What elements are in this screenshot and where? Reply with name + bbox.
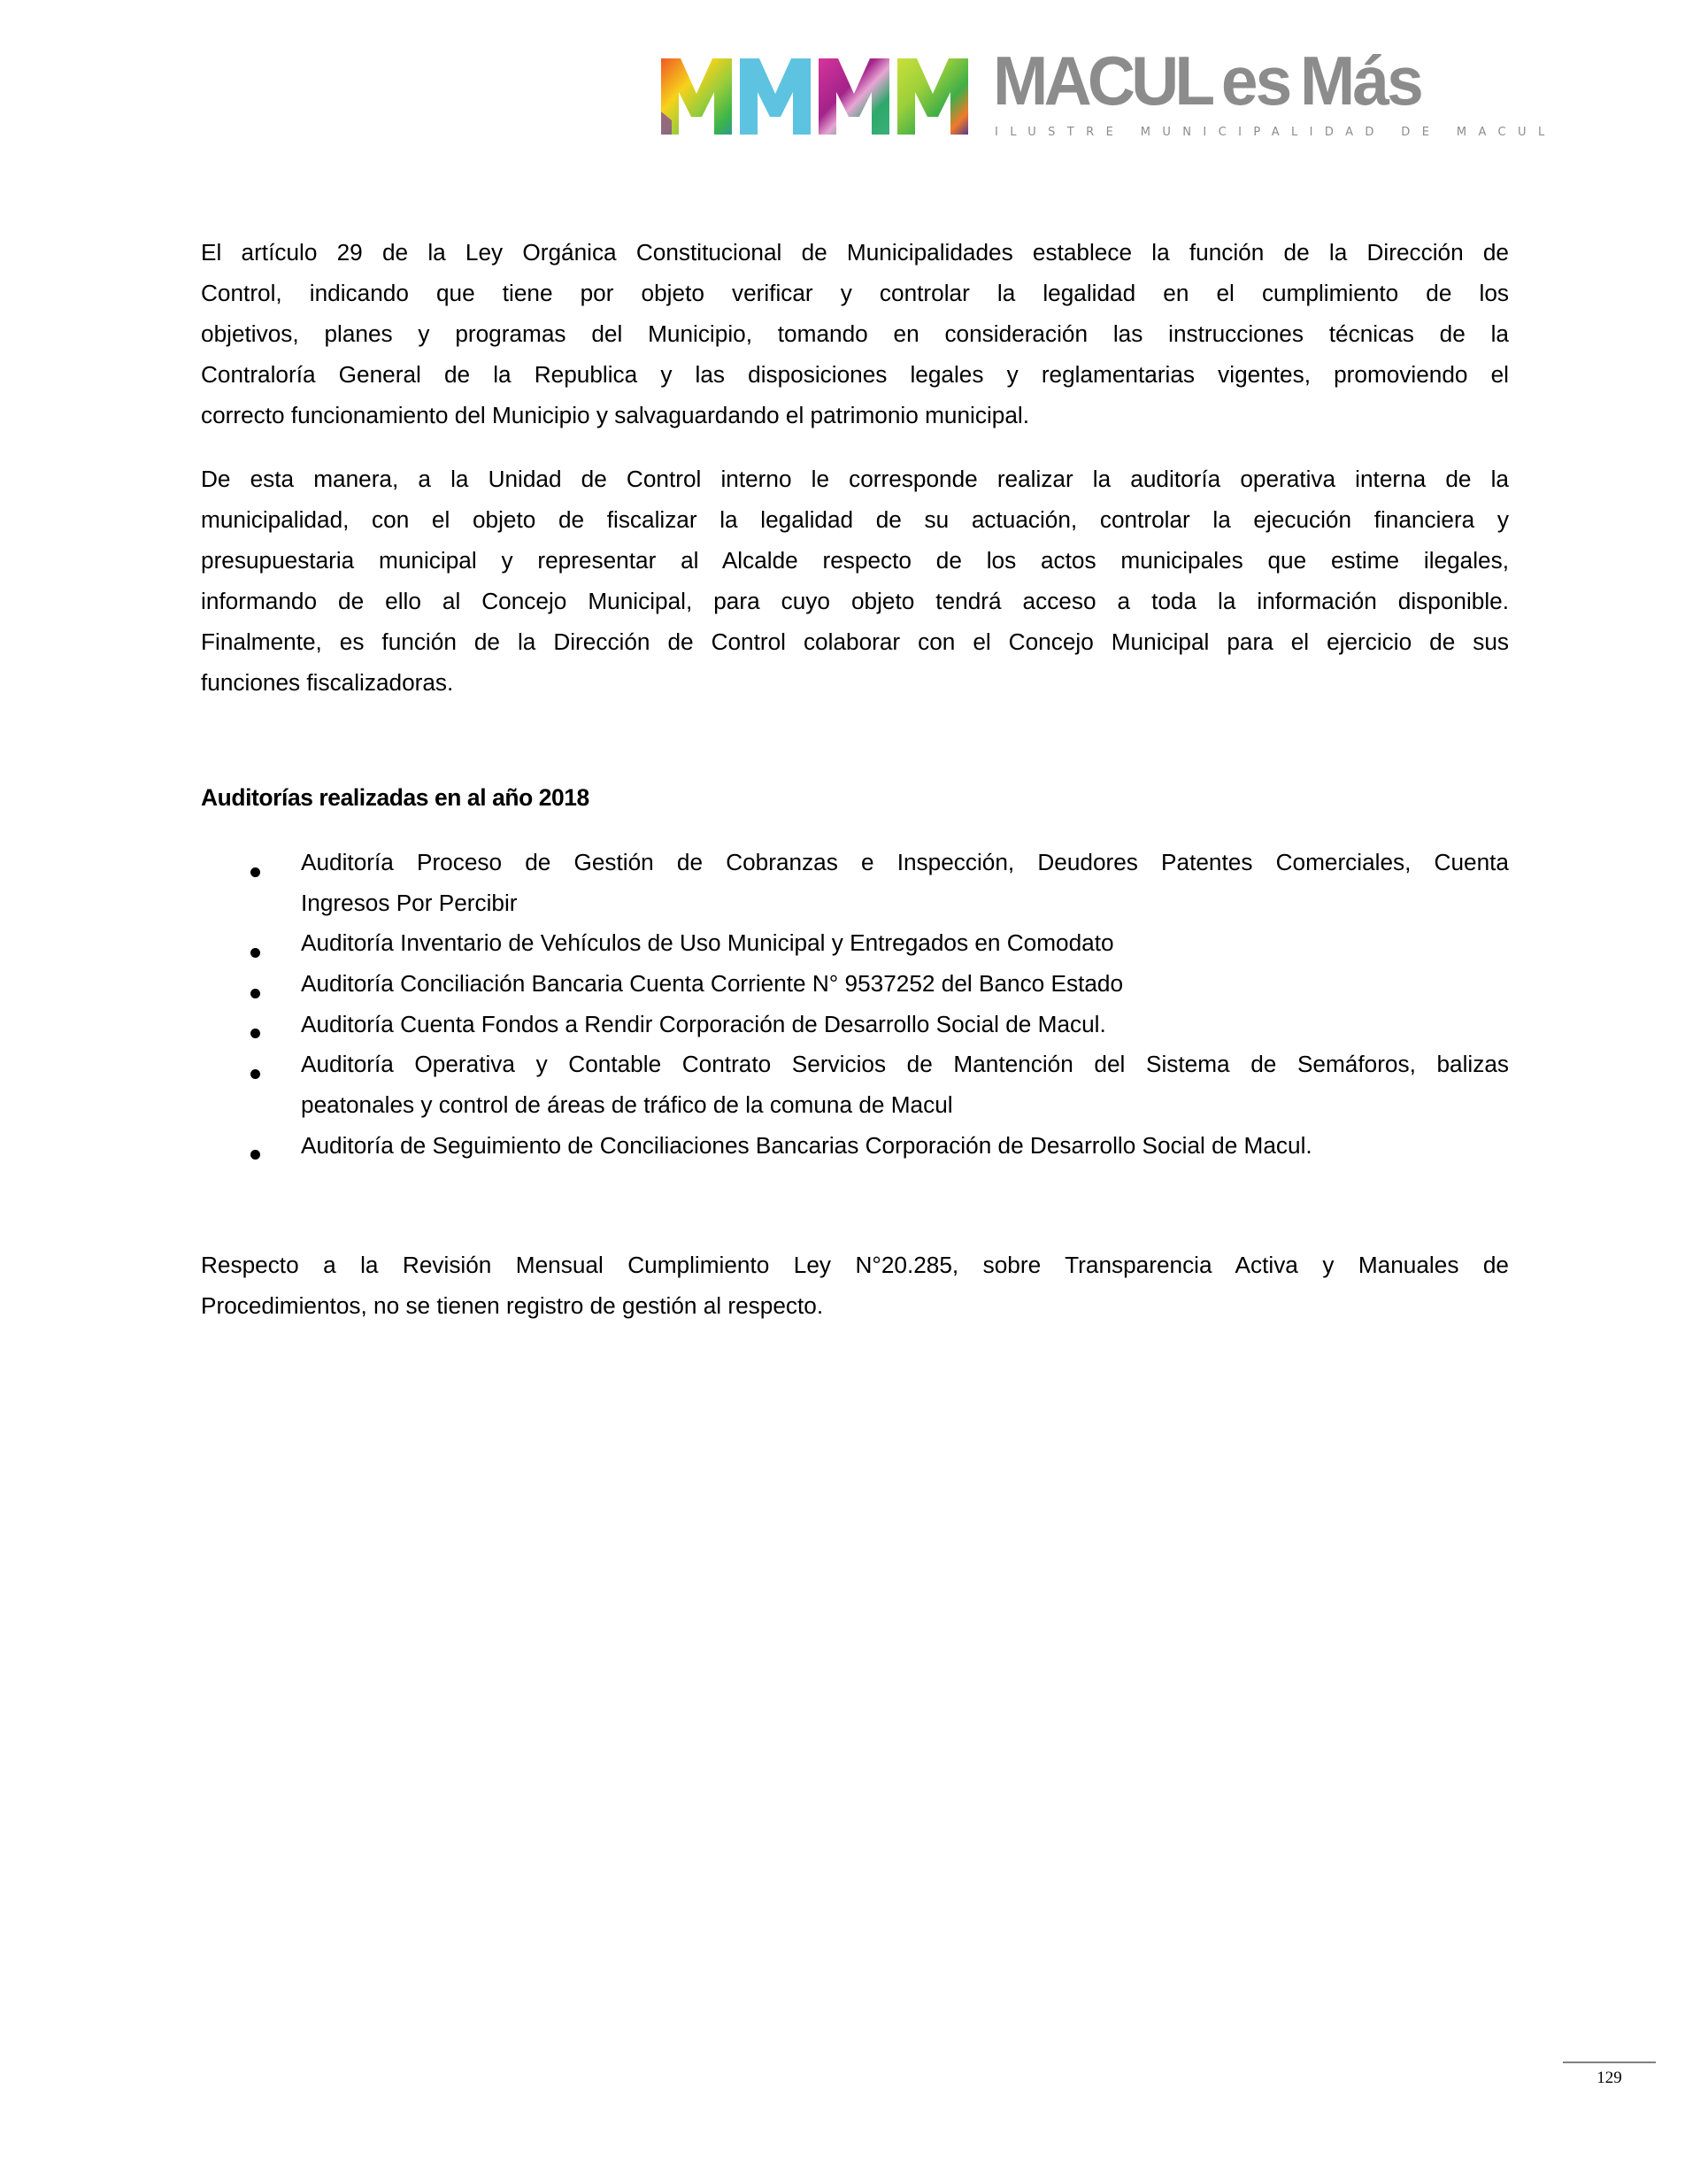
paragraph-line: municipalidad, con el objeto de fiscalizar la legalidad de su actuación, controlar la ejecución financiera y — [201, 506, 1509, 533]
list-item-line: Auditoría Operativa y Contable Contrato Servicios de Mantención del Sistema de Semáforos, balizas — [301, 1051, 1509, 1077]
paragraph-line: El artículo 29 de la Ley Orgánica Constitucional de Municipalidades establece la función de la Dirección de — [201, 239, 1509, 266]
page-number: 129 — [1596, 2069, 1622, 2087]
paragraph-line: presupuestaria municipal y representar al Alcalde respecto de los actos municipales que estime ilegales, — [201, 547, 1509, 574]
bullet-icon — [250, 948, 260, 958]
logo-letter-m-multicolor-2 — [740, 58, 811, 135]
bullet-icon — [250, 867, 260, 877]
paragraph-line: informando de ello al Concejo Municipal, para cuyo objeto tendrá acceso a toda la información disponible. — [201, 588, 1509, 614]
bullet-icon — [250, 989, 260, 998]
paragraph-line: correcto funcionamiento del Municipio y salvaguardando el patrimonio municipal. — [201, 402, 1029, 428]
paragraph-line: funciones fiscalizadoras. — [201, 669, 454, 696]
list-item-line: peatonales y control de áreas de tráfico de la comuna de Macul — [301, 1091, 953, 1118]
municipality-logo — [661, 42, 1557, 149]
brand-subtitle: ILUSTRE MUNICIPALIDAD DE MACUL — [995, 126, 1557, 139]
logo-mmmm-mark — [661, 58, 967, 135]
logo-letter-m-multicolor-1 — [661, 58, 732, 135]
list-item-line: Auditoría Inventario de Vehículos de Uso Municipal y Entregados en Comodato — [301, 929, 1114, 956]
list-item-line: Auditoría de Seguimiento de Conciliaciones Bancarias Corporación de Desarrollo Social de Macul. — [301, 1132, 1312, 1159]
list-item-line: Auditoría Conciliación Bancaria Cuenta Corriente N° 9537252 del Banco Estado — [301, 970, 1124, 997]
paragraph-line: Control, indicando que tiene por objeto verificar y controlar la legalidad en el cumplimiento de los — [201, 280, 1509, 306]
brand-word-macul: MACUL — [993, 42, 1212, 119]
brand-word-mas: Más — [1299, 42, 1421, 119]
list-item-line: Auditoría Proceso de Gestión de Cobranzas e Inspección, Deudores Patentes Comerciales, Cuenta — [301, 849, 1509, 875]
paragraph-line: objetivos, planes y programas del Municipio, tomando en consideración las instrucciones técnicas de la — [201, 320, 1509, 347]
paragraph-line: Finalmente, es función de la Dirección de Control colaborar con el Concejo Municipal para el ejercicio de sus — [201, 628, 1509, 655]
bullet-icon — [250, 1069, 260, 1079]
list-item-line: Auditoría Cuenta Fondos a Rendir Corporación de Desarrollo Social de Macul. — [301, 1011, 1106, 1037]
brand-wordmark — [993, 42, 1421, 119]
bullet-icon — [250, 1029, 260, 1038]
paragraph-line: Contraloría General de la Republica y las disposiciones legales y reglamentarias vigentes, promoviendo el — [201, 361, 1509, 388]
logo-letter-m-multicolor-4 — [897, 58, 968, 135]
brand-word-es: es — [1220, 42, 1290, 119]
footer-divider — [1563, 2062, 1656, 2063]
bullet-icon — [250, 1150, 260, 1160]
logo-letter-m-multicolor-3 — [819, 58, 889, 135]
list-item-line: Ingresos Por Percibir — [301, 890, 518, 916]
section-heading-auditorias-2018: Auditorías realizadas en al año 2018 — [201, 784, 589, 811]
paragraph-line: De esta manera, a la Unidad de Control interno le corresponde realizar la auditoría operativa interna de la — [201, 466, 1509, 492]
paragraph-line: Respecto a la Revisión Mensual Cumplimiento Ley N°20.285, sobre Transparencia Activa y Manuales de — [201, 1252, 1509, 1278]
paragraph-line: Procedimientos, no se tienen registro de gestión al respecto. — [201, 1292, 824, 1319]
